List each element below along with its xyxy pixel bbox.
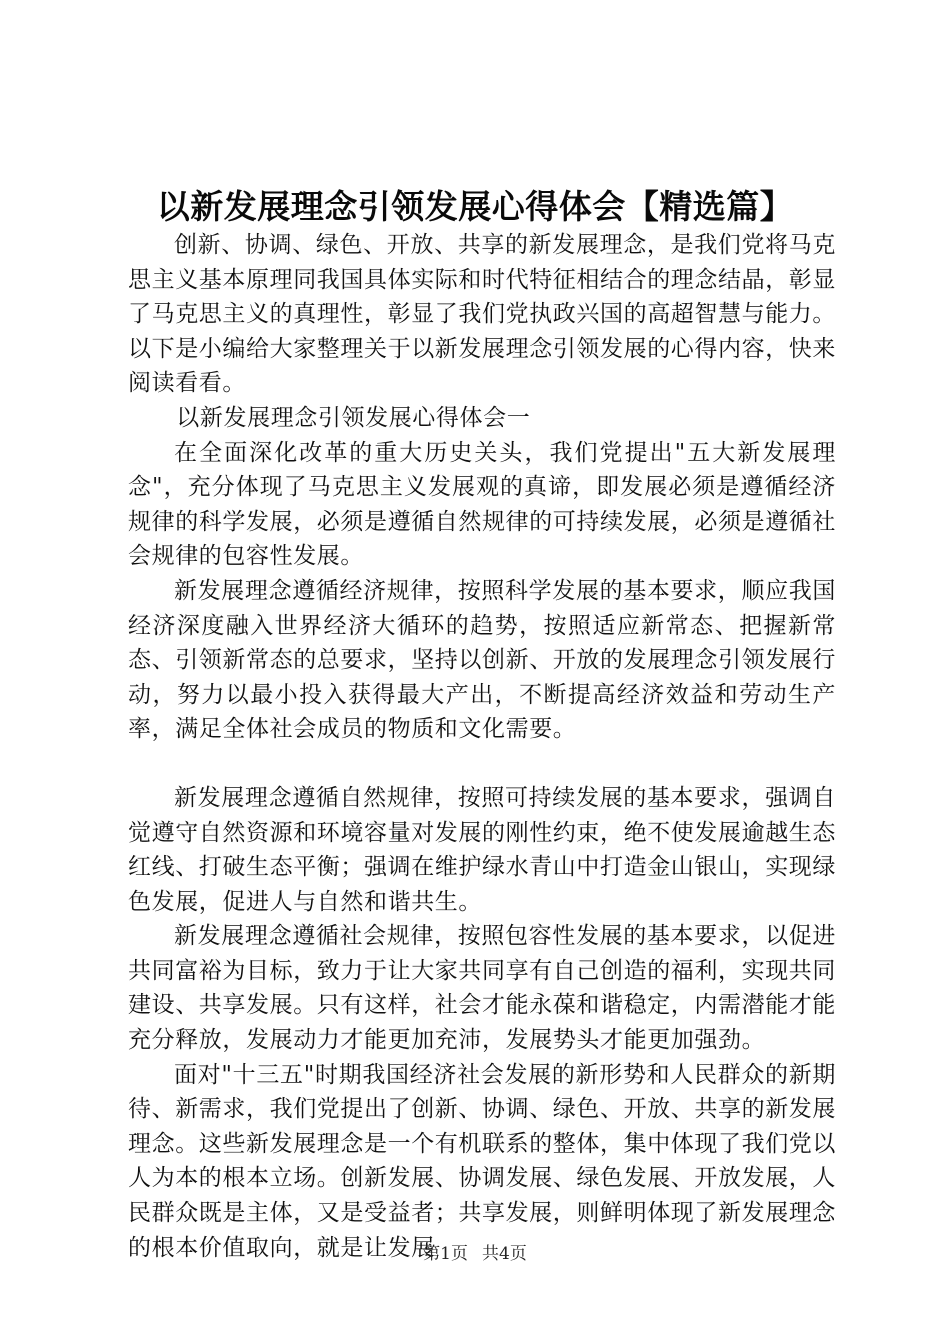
page-number: 第1页 xyxy=(423,1244,468,1264)
paragraph: 在全面深化改革的重大历史关头，我们党提出"五大新发展理念"，充分体现了马克思主义发展观的真谛，即发展必须是遵循经济规律的科学发展，必须是遵循自然规律的可持续发展，必须是遵循社会规律的包容性发展。 xyxy=(128,439,836,570)
section-heading: 以新发展理念引领发展心得体会一 xyxy=(176,404,531,431)
page-total: 共4页 xyxy=(482,1244,527,1264)
paragraph: 面对"十三五"时期我国经济社会发展的新形势和人民群众的新期待、新需求，我们党提出了创新、协调、绿色、开放、共享的新发展理念。这些新发展理念是一个有机联系的整体，集中体现了我们党以人为本的根本立场。创新发展、协调发展、绿色发展、开放发展，人民群众既是主体，又是受益者；共享发展，则鲜明体现了新发展理念的根本价值取向，就是让发展 xyxy=(128,1061,836,1261)
document-body xyxy=(128,228,836,1265)
paragraph: 新发展理念遵循社会规律，按照包容性发展的基本要求，以促进共同富裕为目标，致力于让大家共同享有自己创造的福利，实现共同建设、共享发展。只有这样，社会才能永葆和谐稳定，内需潜能才能充分释放，发展动力才能更加充沛，发展势头才能更加强劲。 xyxy=(128,923,836,1054)
paragraph: 新发展理念遵循自然规律，按照可持续发展的基本要求，强调自觉遵守自然资源和环境容量对发展的刚性约束，绝不使发展逾越生态红线、打破生态平衡；强调在维护绿水青山中打造金山银山，实现绿色发展，促进人与自然和谐共生。 xyxy=(128,784,836,915)
paragraph: 新发展理念遵循经济规律，按照科学发展的基本要求，顺应我国经济深度融入世界经济大循环的趋势，按照适应新常态、把握新常态、引领新常态的总要求，坚持以创新、开放的发展理念引领发展行动，努力以最小投入获得最大产出，不断提高经济效益和劳动生产率，满足全体社会成员的物质和文化需要。 xyxy=(128,577,836,743)
document-title: 以新发展理念引领发展心得体会【精选篇】 xyxy=(156,187,794,226)
paragraph-intro: 创新、协调、绿色、开放、共享的新发展理念，是我们党将马克思主义基本原理同我国具体实际和时代特征相结合的理念结晶，彰显了马克思主义的真理性，彰显了我们党执政兴国的高超智慧与能力。以下是小编给大家整理关于以新发展理念引领发展的心得内容，快来阅读看看。 xyxy=(128,232,836,397)
page-footer xyxy=(0,1239,950,1264)
